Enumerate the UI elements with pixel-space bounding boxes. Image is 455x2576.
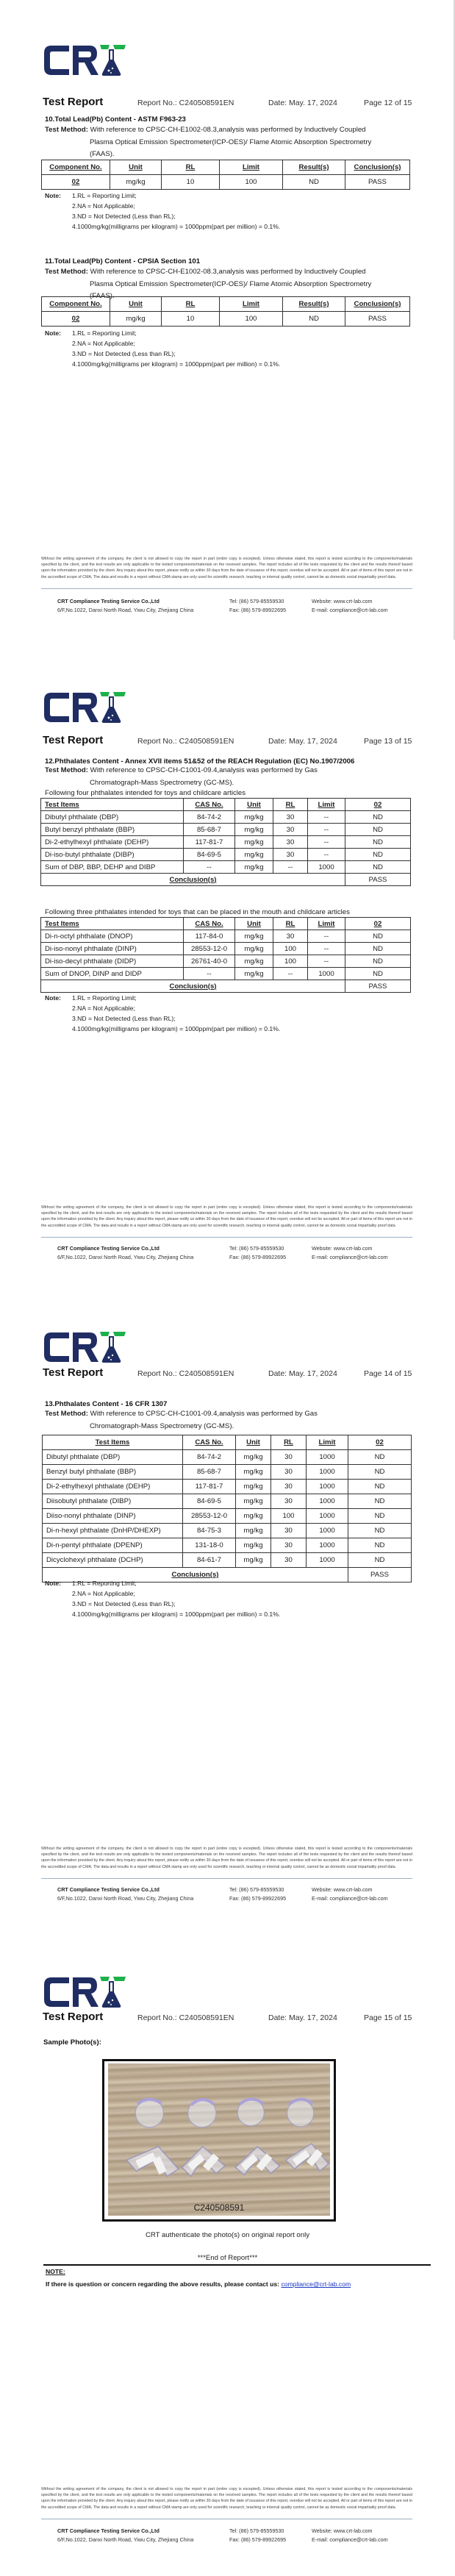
- table-row: [41, 930, 411, 943]
- phthalates-table-four: [40, 798, 411, 886]
- website: Website: www.crt-lab.com: [312, 598, 373, 604]
- rl: 30: [273, 930, 308, 943]
- col-header: Test Items: [43, 1435, 183, 1450]
- rl: --: [273, 861, 308, 874]
- disclaimer: Without the writing agreement of the company, the client is not allowed to copy the report in part (entire copy is excepted). Unless otherwise stated, this report is tested according to the components/materials specified by the client, and the test results are only applicable to the tested components/materials on the received samples. The report includes all of the tests requested by the client and the results thereof based upon the information provided by the client. Any inquiry about this report, please notify us within 30 days from the date of issuance of this report, overdue will not be accepted. All or part of items of this report are not in the accredited scope of CMA, The data and results in a report without CMA stamp are only used for scientific research, teaching or internal quality control, cannot be as domestic social impartiality proof data.: [41, 1205, 412, 1228]
- sample-photo-frame: [102, 2059, 336, 2222]
- cas-no: 28553-12-0: [183, 1509, 236, 1524]
- test-item: Di-n-hexyl phthalate (DnHP/DHEXP): [43, 1524, 183, 1538]
- rl: 30: [271, 1538, 307, 1553]
- col-header: RL: [162, 297, 220, 312]
- note-item: 3.ND = Not Detected (Less than RL);: [72, 213, 176, 220]
- table-row: [43, 1480, 412, 1494]
- note-item: 2.NA = Not Applicable;: [72, 340, 135, 347]
- rl: 30: [271, 1494, 307, 1509]
- report-page-12: [0, 0, 455, 640]
- table-row: [41, 836, 411, 849]
- cas-no: 117-84-0: [184, 930, 235, 943]
- rl: 100: [273, 943, 308, 955]
- conclusion-row: [41, 980, 411, 993]
- company-name: CRT Compliance Testing Service Co.,Ltd: [57, 1245, 160, 1252]
- page-number: Page 12 of 15: [364, 99, 412, 107]
- report-page-15: [0, 1927, 455, 2576]
- note-item: 1.RL = Reporting Limit;: [72, 329, 137, 337]
- col-header: Unit: [110, 297, 162, 312]
- tel: Tel: (86) 579-85559530: [229, 1886, 284, 1893]
- report-header: [43, 2011, 425, 2025]
- rl: 30: [273, 849, 308, 861]
- col-header: 02: [345, 918, 411, 930]
- note-label: Note:: [45, 192, 61, 199]
- tel: Tel: (86) 579-85559530: [229, 598, 284, 604]
- test-item: Di-iso-decyl phthalate (DIDP): [41, 955, 184, 968]
- report-header: [43, 96, 425, 110]
- col-header: CAS No.: [184, 918, 235, 930]
- company-address: 6/F,No.1022, Danxi North Road, Yiwu City, Zhejiang China: [57, 607, 194, 613]
- test-item: Dibutyl phthalate (DBP): [43, 1450, 183, 1465]
- col-header: RL: [273, 799, 308, 811]
- result-02: ND: [345, 836, 411, 849]
- cas-no: 131-18-0: [183, 1538, 236, 1553]
- test-item: Sum of DBP, BBP, DEHP and DIBP: [41, 861, 184, 874]
- test-item: Dicyclohexyl phthalate (DCHP): [43, 1553, 183, 1568]
- col-header: Result(s): [283, 160, 345, 175]
- company-address: 6/F,No.1022, Danxi North Road, Yiwu City, Zhejiang China: [57, 1895, 194, 1902]
- cas-no: 84-74-2: [183, 1450, 236, 1465]
- result-02: ND: [345, 861, 411, 874]
- conclusion-value: PASS: [345, 980, 411, 993]
- test-method-label: Test Method:: [45, 1410, 88, 1418]
- company-address: 6/F,No.1022, Danxi North Road, Yiwu City, Zhejiang China: [57, 2536, 194, 2543]
- component-no: 02: [42, 175, 110, 190]
- report-number: Report No.: C240508591EN: [137, 99, 234, 107]
- limit: 1000: [308, 968, 345, 980]
- rl: 30: [271, 1450, 307, 1465]
- rl: 30: [273, 811, 308, 824]
- limit: --: [308, 955, 345, 968]
- unit: mg/kg: [236, 1538, 271, 1553]
- table-row: [41, 861, 411, 874]
- test-item: Butyl benzyl phthalate (BBP): [41, 824, 184, 836]
- note-heading: NOTE:: [46, 2268, 65, 2275]
- col-header: RL: [162, 160, 220, 175]
- result: ND: [283, 312, 345, 327]
- email: E-mail: compliance@crt-lab.com: [312, 1895, 388, 1902]
- test-method-text: Chromatograph-Mass Spectrometry (GC-MS).: [90, 1421, 234, 1430]
- result-02: ND: [348, 1524, 412, 1538]
- conclusion-value: PASS: [348, 1568, 412, 1583]
- sample-photo: [108, 2063, 330, 2216]
- note-item: 2.NA = Not Applicable;: [72, 1005, 135, 1012]
- table-caption: Following four phthalates intended for toys and childcare articles: [45, 789, 246, 797]
- note-item: 4.1000mg/kg(milligrams per kilogram) = 1000ppm(part per million) = 0.1%.: [72, 1610, 281, 1618]
- note-text: [46, 2280, 351, 2288]
- result-02: ND: [348, 1509, 412, 1524]
- report-page-13: [0, 640, 455, 1280]
- page-number: Page 13 of 15: [364, 737, 412, 746]
- rl: 30: [273, 824, 308, 836]
- table-caption: Following three phthalates intended for toys that can be placed in the mouth and childcare articles: [45, 908, 350, 916]
- note-item: 4.1000mg/kg(milligrams per kilogram) = 1000ppm(part per million) = 0.1%.: [72, 360, 281, 368]
- rl: 30: [273, 836, 308, 849]
- col-header: CAS No.: [184, 799, 235, 811]
- company-address: 6/F,No.1022, Danxi North Road, Yiwu City, Zhejiang China: [57, 1254, 194, 1260]
- result-02: ND: [348, 1450, 412, 1465]
- result-02: ND: [348, 1480, 412, 1494]
- table-body: [41, 811, 411, 874]
- result: ND: [283, 175, 345, 190]
- website: Website: www.crt-lab.com: [312, 1245, 373, 1252]
- unit: mg/kg: [236, 1553, 271, 1568]
- unit: mg/kg: [235, 824, 273, 836]
- table-row: [43, 1509, 412, 1524]
- table-row: [43, 1538, 412, 1553]
- rl: 30: [271, 1553, 307, 1568]
- note-item: 3.ND = Not Detected (Less than RL);: [72, 1015, 176, 1022]
- cas-no: 85-68-7: [183, 1465, 236, 1480]
- report-title: Test Report: [43, 2011, 104, 2023]
- report-title: Test Report: [43, 1366, 104, 1379]
- report-number: Report No.: C240508591EN: [137, 1369, 234, 1378]
- test-item: Di-2-ethylhexyl phthalate (DEHP): [43, 1480, 183, 1494]
- rl: 10: [162, 312, 220, 327]
- test-method: [45, 765, 427, 789]
- test-item: Dibutyl phthalate (DBP): [41, 811, 184, 824]
- rl: 100: [273, 955, 308, 968]
- note-item: 2.NA = Not Applicable;: [72, 202, 135, 210]
- component-no: 02: [42, 312, 110, 327]
- col-header: Limit: [220, 160, 283, 175]
- crt-logo: [41, 1974, 128, 2010]
- table-row: [42, 175, 410, 190]
- limit: 100: [220, 175, 283, 190]
- limit: 100: [220, 312, 283, 327]
- limit: 1000: [307, 1480, 348, 1494]
- company-name: CRT Compliance Testing Service Co.,Ltd: [57, 2527, 160, 2534]
- table-row: [43, 1494, 412, 1509]
- email: E-mail: compliance@crt-lab.com: [312, 1254, 388, 1260]
- cas-no: --: [184, 861, 235, 874]
- conclusion-label: Conclusion(s): [43, 1568, 348, 1583]
- test-method-label: Test Method:: [45, 126, 88, 134]
- test-method-text: (FAAS).: [90, 292, 115, 300]
- footer-divider: [41, 1237, 412, 1238]
- test-item: Diiso-nonyl phthalate (DINP): [43, 1509, 183, 1524]
- unit: mg/kg: [236, 1509, 271, 1524]
- fax: Fax: (86) 579-89922695: [229, 607, 287, 613]
- col-header: Component No.: [42, 297, 110, 312]
- end-of-report: ***End of Report***: [197, 2254, 258, 2262]
- unit: mg/kg: [235, 811, 273, 824]
- disclaimer: Without the writing agreement of the company, the client is not allowed to copy the report in part (entire copy is excepted). Unless otherwise stated, this report is tested according to the components/materials specified by the client, and the test results are only applicable to the tested components/materials on the received samples. The report includes all of the tests requested by the client and the results thereof based upon the information provided by the client. Any inquiry about this report, please notify us within 30 days from the date of issuance of this report, overdue will not be accepted. All or part of items of this report are not in the accredited scope of CMA, The data and results in a report without CMA stamp are only used for scientific research, teaching or internal quality control, cannot be as domestic social impartiality proof data.: [41, 2487, 412, 2510]
- conclusion-row: [41, 874, 411, 886]
- note-item: 1.RL = Reporting Limit;: [72, 192, 137, 199]
- company-name: CRT Compliance Testing Service Co.,Ltd: [57, 1886, 160, 1893]
- test-item: Di-n-pentyl phthalate (DPENP): [43, 1538, 183, 1553]
- col-header: Conclusion(s): [345, 297, 410, 312]
- cas-no: 84-75-3: [183, 1524, 236, 1538]
- unit: mg/kg: [235, 943, 273, 955]
- test-method-label: Test Method:: [45, 268, 88, 276]
- cas-no: 84-61-7: [183, 1553, 236, 1568]
- test-method: [45, 124, 427, 161]
- limit: 1000: [307, 1524, 348, 1538]
- unit: mg/kg: [235, 955, 273, 968]
- unit: mg/kg: [235, 968, 273, 980]
- cas-no: 117-81-7: [184, 836, 235, 849]
- note-label: Note:: [45, 1580, 61, 1587]
- photo-caption: CRT authenticate the photo(s) on original report only: [145, 2231, 310, 2239]
- crt-logo: [41, 43, 128, 78]
- conclusion: PASS: [345, 312, 410, 327]
- footer-divider: [41, 588, 412, 589]
- test-method-text: Plasma Optical Emission Spectrometer(ICP-OES)/ Flame Atomic Absorption Spectrometry: [90, 138, 372, 146]
- col-header: Result(s): [283, 297, 345, 312]
- col-header: CAS No.: [183, 1435, 236, 1450]
- contact-email-link[interactable]: compliance@crt-lab.com: [281, 2280, 351, 2288]
- col-header: Unit: [235, 799, 273, 811]
- table-row: [43, 1553, 412, 1568]
- test-method-text: With reference to CPSC-CH-E1002-08.3,analysis was performed by Inductively Coupled: [90, 268, 366, 276]
- fax: Fax: (86) 579-89922695: [229, 1895, 287, 1902]
- result-02: ND: [345, 824, 411, 836]
- limit: --: [308, 824, 345, 836]
- note-label: Note:: [45, 329, 61, 337]
- conclusion-value: PASS: [345, 874, 411, 886]
- note-label: Note:: [45, 994, 61, 1002]
- rl: 10: [162, 175, 220, 190]
- result-02: ND: [345, 968, 411, 980]
- cas-no: 84-69-5: [183, 1494, 236, 1509]
- fax: Fax: (86) 579-89922695: [229, 1254, 287, 1260]
- disclaimer: Without the writing agreement of the company, the client is not allowed to copy the report in part (entire copy is excepted). Unless otherwise stated, this report is tested according to the components/materials specified by the client, and the test results are only applicable to the tested components/materials on the received samples. The report includes all of the tests requested by the client and the results thereof based upon the information provided by the client. Any inquiry about this report, please notify us within 30 days from the date of issuance of this report, overdue will not be accepted. All or part of items of this report are not in the accredited scope of CMA, The data and results in a report without CMA stamp are only used for scientific research, teaching or internal quality control, cannot be as domestic social impartiality proof data.: [41, 557, 412, 579]
- report-title: Test Report: [43, 96, 104, 108]
- result-02: ND: [345, 849, 411, 861]
- table-row: [41, 943, 411, 955]
- table-row: [43, 1450, 412, 1465]
- note-item: 4.1000mg/kg(milligrams per kilogram) = 1000ppm(part per million) = 0.1%.: [72, 1025, 281, 1032]
- col-header: Limit: [308, 918, 345, 930]
- col-header: Limit: [308, 799, 345, 811]
- table-row: [43, 1465, 412, 1480]
- col-header: Test Items: [41, 799, 184, 811]
- test-item: Di-2-ethylhexyl phthalate (DEHP): [41, 836, 184, 849]
- conclusion-label: Conclusion(s): [41, 874, 345, 886]
- page-number: Page 14 of 15: [364, 1369, 412, 1378]
- section-title: 11.Total Lead(Pb) Content - CPSIA Section 101: [45, 257, 201, 265]
- col-header: Test Items: [41, 918, 184, 930]
- col-header: Component No.: [42, 160, 110, 175]
- lead-result-table: [41, 296, 410, 327]
- table-row: [43, 1524, 412, 1538]
- company-name: CRT Compliance Testing Service Co.,Ltd: [57, 598, 160, 604]
- test-item: Di-iso-butyl phthalate (DIBP): [41, 849, 184, 861]
- sample-photos-title: Sample Photo(s):: [43, 2038, 101, 2047]
- limit: 1000: [307, 1494, 348, 1509]
- cas-no: 117-81-7: [183, 1480, 236, 1494]
- unit: mg/kg: [236, 1465, 271, 1480]
- test-method-text: With reference to CPSC-CH-E1002-08.3,analysis was performed by Inductively Coupled: [90, 126, 366, 134]
- limit: --: [308, 930, 345, 943]
- test-item: Di-n-octyl phthalate (DNOP): [41, 930, 184, 943]
- test-item: Di-iso-nonyl phthalate (DINP): [41, 943, 184, 955]
- crt-logo: [41, 1330, 128, 1365]
- unit: mg/kg: [110, 175, 162, 190]
- test-method-label: Test Method:: [45, 766, 88, 774]
- col-header: Unit: [236, 1435, 271, 1450]
- section-title: 13.Phthalates Content - 16 CFR 1307: [45, 1400, 168, 1408]
- table-row: [41, 824, 411, 836]
- unit: mg/kg: [236, 1450, 271, 1465]
- table-row: [41, 849, 411, 861]
- result-02: ND: [345, 943, 411, 955]
- website: Website: www.crt-lab.com: [312, 1886, 373, 1893]
- col-header: 02: [345, 799, 411, 811]
- report-date: Date: May. 17, 2024: [268, 737, 337, 746]
- note-item: 1.RL = Reporting Limit;: [72, 994, 137, 1002]
- email: E-mail: compliance@crt-lab.com: [312, 2536, 388, 2543]
- limit: --: [308, 836, 345, 849]
- limit: --: [308, 811, 345, 824]
- unit: mg/kg: [110, 312, 162, 327]
- rl: 30: [271, 1480, 307, 1494]
- limit: 1000: [307, 1509, 348, 1524]
- col-header: 02: [348, 1435, 412, 1450]
- test-method-text: With reference to CPSC-CH-C1001-09.4,analysis was performed by Gas: [90, 1410, 318, 1418]
- end-divider: [43, 2264, 431, 2266]
- limit: --: [308, 943, 345, 955]
- note-body: If there is question or concern regarding the above results, please contact us:: [46, 2280, 282, 2288]
- cas-no: 84-74-2: [184, 811, 235, 824]
- col-header: Unit: [235, 918, 273, 930]
- cas-no: 28553-12-0: [184, 943, 235, 955]
- report-number: Report No.: C240508591EN: [137, 737, 234, 746]
- col-header: RL: [271, 1435, 307, 1450]
- col-header: RL: [273, 918, 308, 930]
- test-item: Benzyl butyl phthalate (BBP): [43, 1465, 183, 1480]
- tel: Tel: (86) 579-85559530: [229, 1245, 284, 1252]
- limit: 1000: [308, 861, 345, 874]
- col-header: Conclusion(s): [345, 160, 410, 175]
- test-item: Diisobutyl phthalate (DIBP): [43, 1494, 183, 1509]
- table-row: [42, 312, 410, 327]
- table-row: [41, 811, 411, 824]
- col-header: Unit: [110, 160, 162, 175]
- note-item: 1.RL = Reporting Limit;: [72, 1580, 137, 1587]
- lead-result-table: [41, 160, 410, 190]
- cas-no: 85-68-7: [184, 824, 235, 836]
- unit: mg/kg: [235, 861, 273, 874]
- rl: 30: [271, 1465, 307, 1480]
- report-number: Report No.: C240508591EN: [137, 2013, 234, 2022]
- page-number: Page 15 of 15: [364, 2013, 412, 2022]
- result-02: ND: [348, 1494, 412, 1509]
- cas-no: 26761-40-0: [184, 955, 235, 968]
- unit: mg/kg: [236, 1494, 271, 1509]
- report-header: [43, 1366, 425, 1381]
- disclaimer: Without the writing agreement of the company, the client is not allowed to copy the report in part (entire copy is excepted). Unless otherwise stated, this report is tested according to the components/materials specified by the client, and the test results are only applicable to the tested components/materials on the received samples. The report includes all of the tests requested by the client and the results thereof based upon the information provided by the client. Any inquiry about this report, please notify us within 30 days from the date of issuance of this report, overdue will not be accepted. All or part of items of this report are not in the accredited scope of CMA, The data and results in a report without CMA stamp are only used for scientific research, teaching or internal quality control, cannot be as domestic social impartiality proof data.: [41, 1847, 412, 1869]
- limit: 1000: [307, 1553, 348, 1568]
- report-date: Date: May. 17, 2024: [268, 99, 337, 107]
- product-illustration: [108, 2063, 330, 2216]
- report-title: Test Report: [43, 734, 104, 746]
- report-date: Date: May. 17, 2024: [268, 1369, 337, 1378]
- photo-sample-id: C240508591: [193, 2202, 245, 2213]
- section-title: 10.Total Lead(Pb) Content - ASTM F963-23: [45, 115, 186, 124]
- rl: --: [273, 968, 308, 980]
- tel: Tel: (86) 579-85559530: [229, 2527, 284, 2534]
- col-header: Limit: [220, 297, 283, 312]
- report-page-14: [0, 1280, 455, 1927]
- rl: 30: [271, 1524, 307, 1538]
- note-item: 3.ND = Not Detected (Less than RL);: [72, 1600, 176, 1608]
- unit: mg/kg: [235, 849, 273, 861]
- table-row: [41, 955, 411, 968]
- report-header: [43, 734, 425, 749]
- email: E-mail: compliance@crt-lab.com: [312, 607, 388, 613]
- test-method-text: Chromatograph-Mass Spectrometry (GC-MS).: [90, 778, 234, 787]
- result-02: ND: [348, 1465, 412, 1480]
- result-02: ND: [345, 955, 411, 968]
- note-item: 3.ND = Not Detected (Less than RL);: [72, 350, 176, 357]
- fax: Fax: (86) 579-89922695: [229, 2536, 287, 2543]
- website: Website: www.crt-lab.com: [312, 2527, 373, 2534]
- note-item: 4.1000mg/kg(milligrams per kilogram) = 1000ppm(part per million) = 0.1%.: [72, 223, 281, 230]
- conclusion-label: Conclusion(s): [41, 980, 345, 993]
- conclusion: PASS: [345, 175, 410, 190]
- cas-no: 84-69-5: [184, 849, 235, 861]
- limit: 1000: [307, 1450, 348, 1465]
- result-02: ND: [348, 1553, 412, 1568]
- note-item: 2.NA = Not Applicable;: [72, 1590, 135, 1597]
- footer-divider: [41, 1878, 412, 1879]
- result-02: ND: [345, 930, 411, 943]
- result-02: ND: [348, 1538, 412, 1553]
- table-body: [43, 1450, 412, 1568]
- report-date: Date: May. 17, 2024: [268, 2013, 337, 2022]
- result-02: ND: [345, 811, 411, 824]
- rl: 100: [271, 1509, 307, 1524]
- unit: mg/kg: [236, 1480, 271, 1494]
- test-method: [45, 1408, 427, 1433]
- test-method-text: Plasma Optical Emission Spectrometer(ICP-OES)/ Flame Atomic Absorption Spectrometry: [90, 279, 372, 288]
- test-method-text: (FAAS).: [90, 150, 115, 158]
- unit: mg/kg: [236, 1524, 271, 1538]
- section-title: 12.Phthalates Content - Annex XVII items 51&52 of the REACH Regulation (EC) No.1907/2006: [45, 757, 355, 766]
- phthalates-table-cpsc: [42, 1435, 412, 1583]
- cas-no: --: [184, 968, 235, 980]
- crt-logo: [41, 690, 128, 725]
- limit: 1000: [307, 1465, 348, 1480]
- test-item: Sum of DNOP, DINP and DIDP: [41, 968, 184, 980]
- unit: mg/kg: [235, 836, 273, 849]
- unit: mg/kg: [235, 930, 273, 943]
- limit: 1000: [307, 1538, 348, 1553]
- test-method-text: With reference to CPSC-CH-C1001-09.4,analysis was performed by Gas: [90, 766, 318, 774]
- table-body: [41, 930, 411, 980]
- col-header: Limit: [307, 1435, 348, 1450]
- phthalates-table-three: [40, 917, 411, 993]
- table-row: [41, 968, 411, 980]
- limit: --: [308, 849, 345, 861]
